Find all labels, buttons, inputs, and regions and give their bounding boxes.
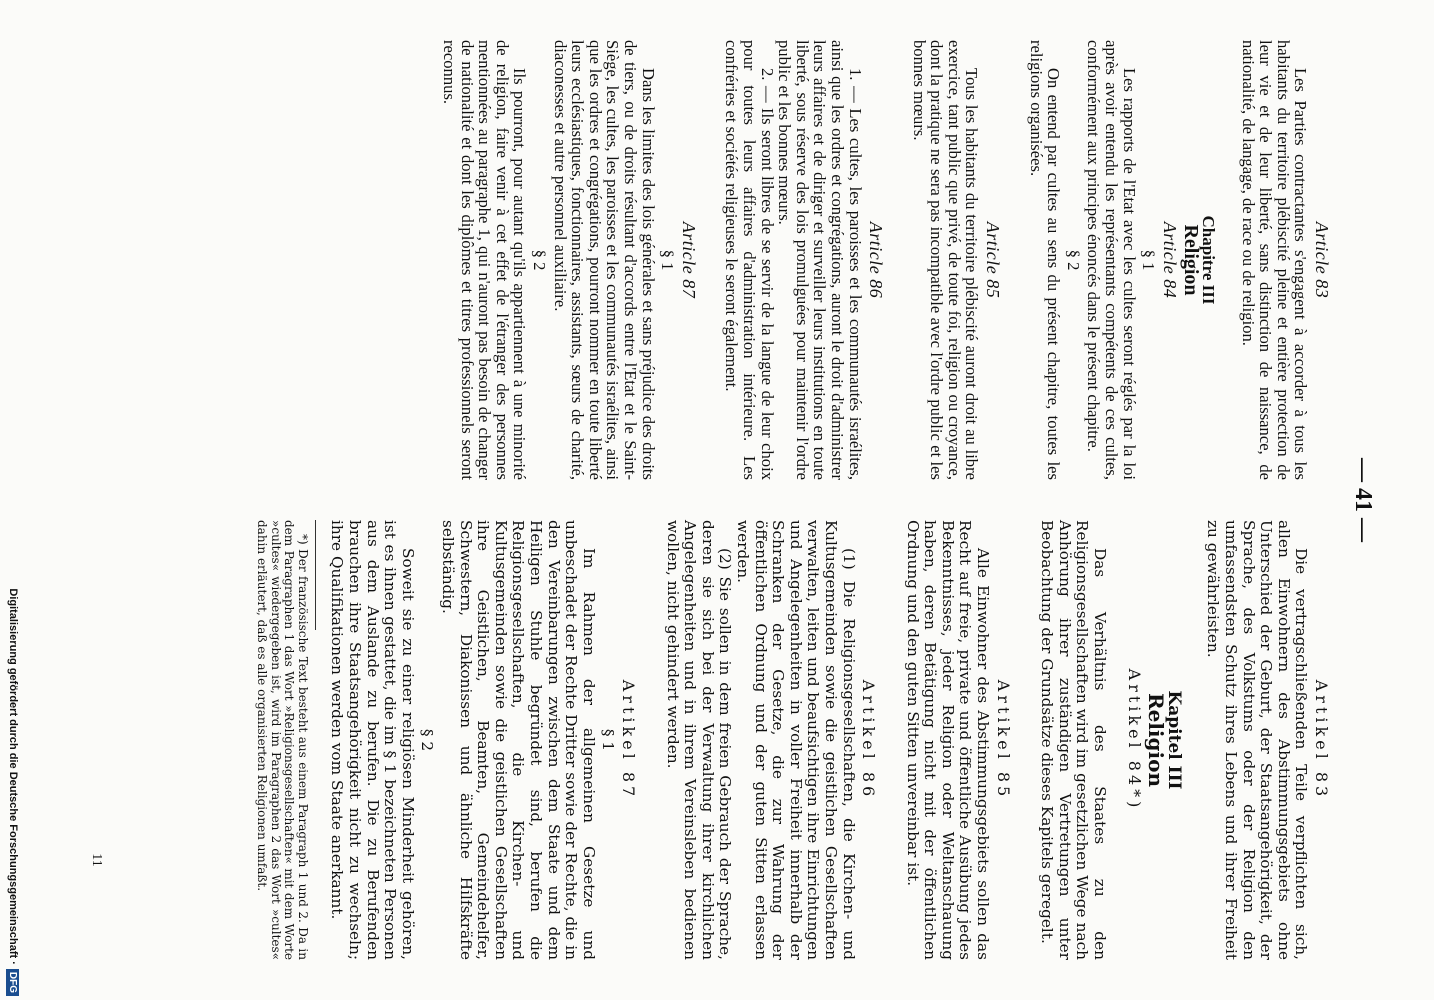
- chapter-label-fr: Chapitre III: [1199, 215, 1219, 305]
- dfg-logo-icon: DFG: [7, 969, 20, 996]
- article-86-title-de: Artikel 86: [859, 679, 879, 801]
- page-number-bottom: 11: [89, 853, 104, 867]
- digitization-credit: [2, 0, 24, 1000]
- article-84-par2-text-fr: On entend par cultes au sens du présent chapitre, toutes les religions organisées.: [1026, 40, 1064, 480]
- article-86-text1-de: (1) Die Religionsgesellschaften, die Kirchen- und Kultusgemeinden sowie die geistlichen Gesellschaften verwalten, leiten und beaufsichtigen ihre Einrichtungen und Angelegenheiten in voller Freiheit innerhalb der Schranken der Gesetze, die zur Wahrung der öffentlichen Ordnung und der guten Sitten erlassen werden.: [733, 520, 858, 960]
- article-83-text-fr: Les Parties contractantes s'engagent à accorder à tous les habitants du territoire plébiscité pleine et entière protection de leur vie et de leur liberté, sans distinction de naissance, de nationalité, de langage, de race ou de religion.: [1238, 40, 1311, 480]
- article-87-par2-title-fr: § 2: [530, 249, 550, 271]
- article-86-title-fr: Article 86: [866, 221, 887, 299]
- article-86-text1-fr: 1. — Les cultes, les paroisses et les communautés israélites, ainsi que les ordres et congrégations, auront le droit d'administrer leurs affaires et de diriger et surveiller leurs institutions en toute liberté, sous réserve des lois promulguées pour maintenir l'ordre public et les bonnes mœurs.: [775, 40, 865, 480]
- chapter-title-de: Religion: [1144, 692, 1169, 787]
- article-87-title-fr: Article 87: [678, 221, 699, 299]
- article-84-par1-text-fr: Les rapports de l'Etat avec les cultes seront réglés par la loi après avoir entendu les représentants compétents de ces cultes, conformément aux principes énoncés dans le présent chapitre.: [1084, 40, 1139, 480]
- article-87-par1-title-de: § 1: [599, 728, 618, 752]
- article-87-par1-text-de: Im Rahmen der allgemeinen Gesetze und unbeschadet der Rechte Dritter sowie der Rechte, die in den Vereinbarungen zwischen dem Staate und dem Heiligen Stuhle begründet sind, berufen die Religionsgesellschaften, die Kirchen- und Kultusgemeinden sowie die geistlichen Gesellschaften ihre Geistlichen, Beamten, Gemeindehelfer, Schwestern, Diakonissen und ähnliche Hilfskräfte selbständig.: [439, 520, 598, 960]
- footnote-de: *) Der französische Text besteht aus einem Paragraph 1 und 2. Da in dem Paragraphen 1 das Wort »Religionsgesellschaften« mit dem Worte »cultes« wiedergegeben ist, wird im Paragraphen 2 das Wort »cultes« dahin erläutert, daß es alle organisierten Religionen umfaßt.: [255, 520, 310, 960]
- article-84-text-de: Das Verhältnis des Staates zu den Religionsgesellschaften wird im gesetzlichen Wege nach Anhörung ihrer zuständigen Vertretungen unter Beobachtung der Grundsätze dieses Kapitels geregelt.: [1038, 520, 1110, 960]
- article-87-par2-text-fr: Ils pourront, pour autant qu'ils appartiennent à une minorité de religion, faire venir à cet effet de l'étranger des personnes mentionnées au paragraphe 1, qui n'auront pas besoin de changer de nationalité et dont les diplômes et titres professionnels seront reconnus.: [440, 40, 530, 480]
- footnote-divider: [315, 520, 316, 630]
- chapter-title-fr: Religion: [1180, 224, 1203, 296]
- article-83-text-de: Die vertragschließenden Teile verpflichten sich, allen Einwohnern des Abstimmungsgebiets ohne Unterschied der Geburt, der Staatsangehörigkeit, der Sprache, des Volkstums oder der Religion den umfassendsten Schutz ihres Lebens und ihrer Freiheit zu gewährleisten.: [1204, 520, 1311, 960]
- french-column: [440, 40, 1334, 480]
- article-86-text2-fr: 2. — Ils seront libres de se servir de la langue de leur choix pour toutes leurs affaires d'administration intérieure. Les confréries et sociétés religieuses le seront également.: [722, 40, 777, 480]
- chapter-label-de: Kapitel III: [1163, 690, 1184, 790]
- article-84-title-de: Artikel 84*): [1124, 668, 1144, 812]
- article-85-title-fr: Article 85: [983, 221, 1004, 299]
- article-84-title-fr: Article 84: [1159, 221, 1180, 299]
- article-87-title-de: Artikel 87: [619, 679, 638, 801]
- article-87-par1-title-fr: § 1: [658, 249, 678, 271]
- article-86-text2-de: (2) Sie sollen in dem freien Gebrauch der Sprache, deren sie sich bei der Verwaltung ihrer kirchlichen Angelegenheiten und in ihrem Vereinsleben bedienen wollen, nicht gehindert werden.: [663, 520, 735, 960]
- article-87-par1-text-fr: Dans les limites des lois générales et sans préjudice des droits de tiers, ou de droits résultant d'accords entre l'Etat et le Saint-Siège, les cultes, les paroisses et les communautés israélites, ainsi que les ordres et congrégations, pourront nommer en toute liberté leurs ecclésiastiques, fonctionnaires, assistants, sœurs de charité, diaconesses et autre personnel auxiliaire.: [550, 40, 658, 480]
- article-85-text-fr: Tous les habitants du territoire plébiscité auront droit au libre exercice, tant public que privé, de toute foi, religion ou croyance, dont la pratique ne sera pas incompatible avec l'ordre public et les bonnes mœurs.: [909, 40, 982, 480]
- article-85-text-de: Alle Einwohner des Abstimmungsgebiets sollen das Recht auf freie, private und öffentliche Ausübung jedes Bekenntnisses, jeder Religion oder Weltanschauung haben, deren Betätigung nicht mit der öffentlichen Ordnung und den guten Sitten unvereinbar ist.: [903, 520, 993, 960]
- page-number-top: — 41 —: [1350, 458, 1376, 542]
- article-84-par2-title-fr: § 2: [1063, 249, 1083, 271]
- article-83-title-de: Artikel 83: [1312, 679, 1331, 801]
- article-87-par2-text-de: Soweit sie zu einer religiösen Minderheit gehören, ist es ihnen gestattet, die im § 1 bezeichneten Personen aus dem Auslande zu berufen. Die zu Berufenden brauchen ihre Staatsangehörigkeit nicht zu wechseln; ihre Qualifikationen werden vom Staate anerkannt.: [328, 520, 417, 960]
- digitization-note: Digitalisierung gefördert durch die Deutsche Forschungsgemeinschaft ·: [7, 588, 19, 965]
- article-84-par1-title-fr: § 1: [1139, 249, 1159, 271]
- article-83-title-fr: Article 83: [1312, 221, 1332, 299]
- article-85-title-de: Artikel 85: [993, 679, 1013, 801]
- article-87-par2-title-de: § 2: [418, 728, 437, 752]
- german-column: [255, 520, 1334, 960]
